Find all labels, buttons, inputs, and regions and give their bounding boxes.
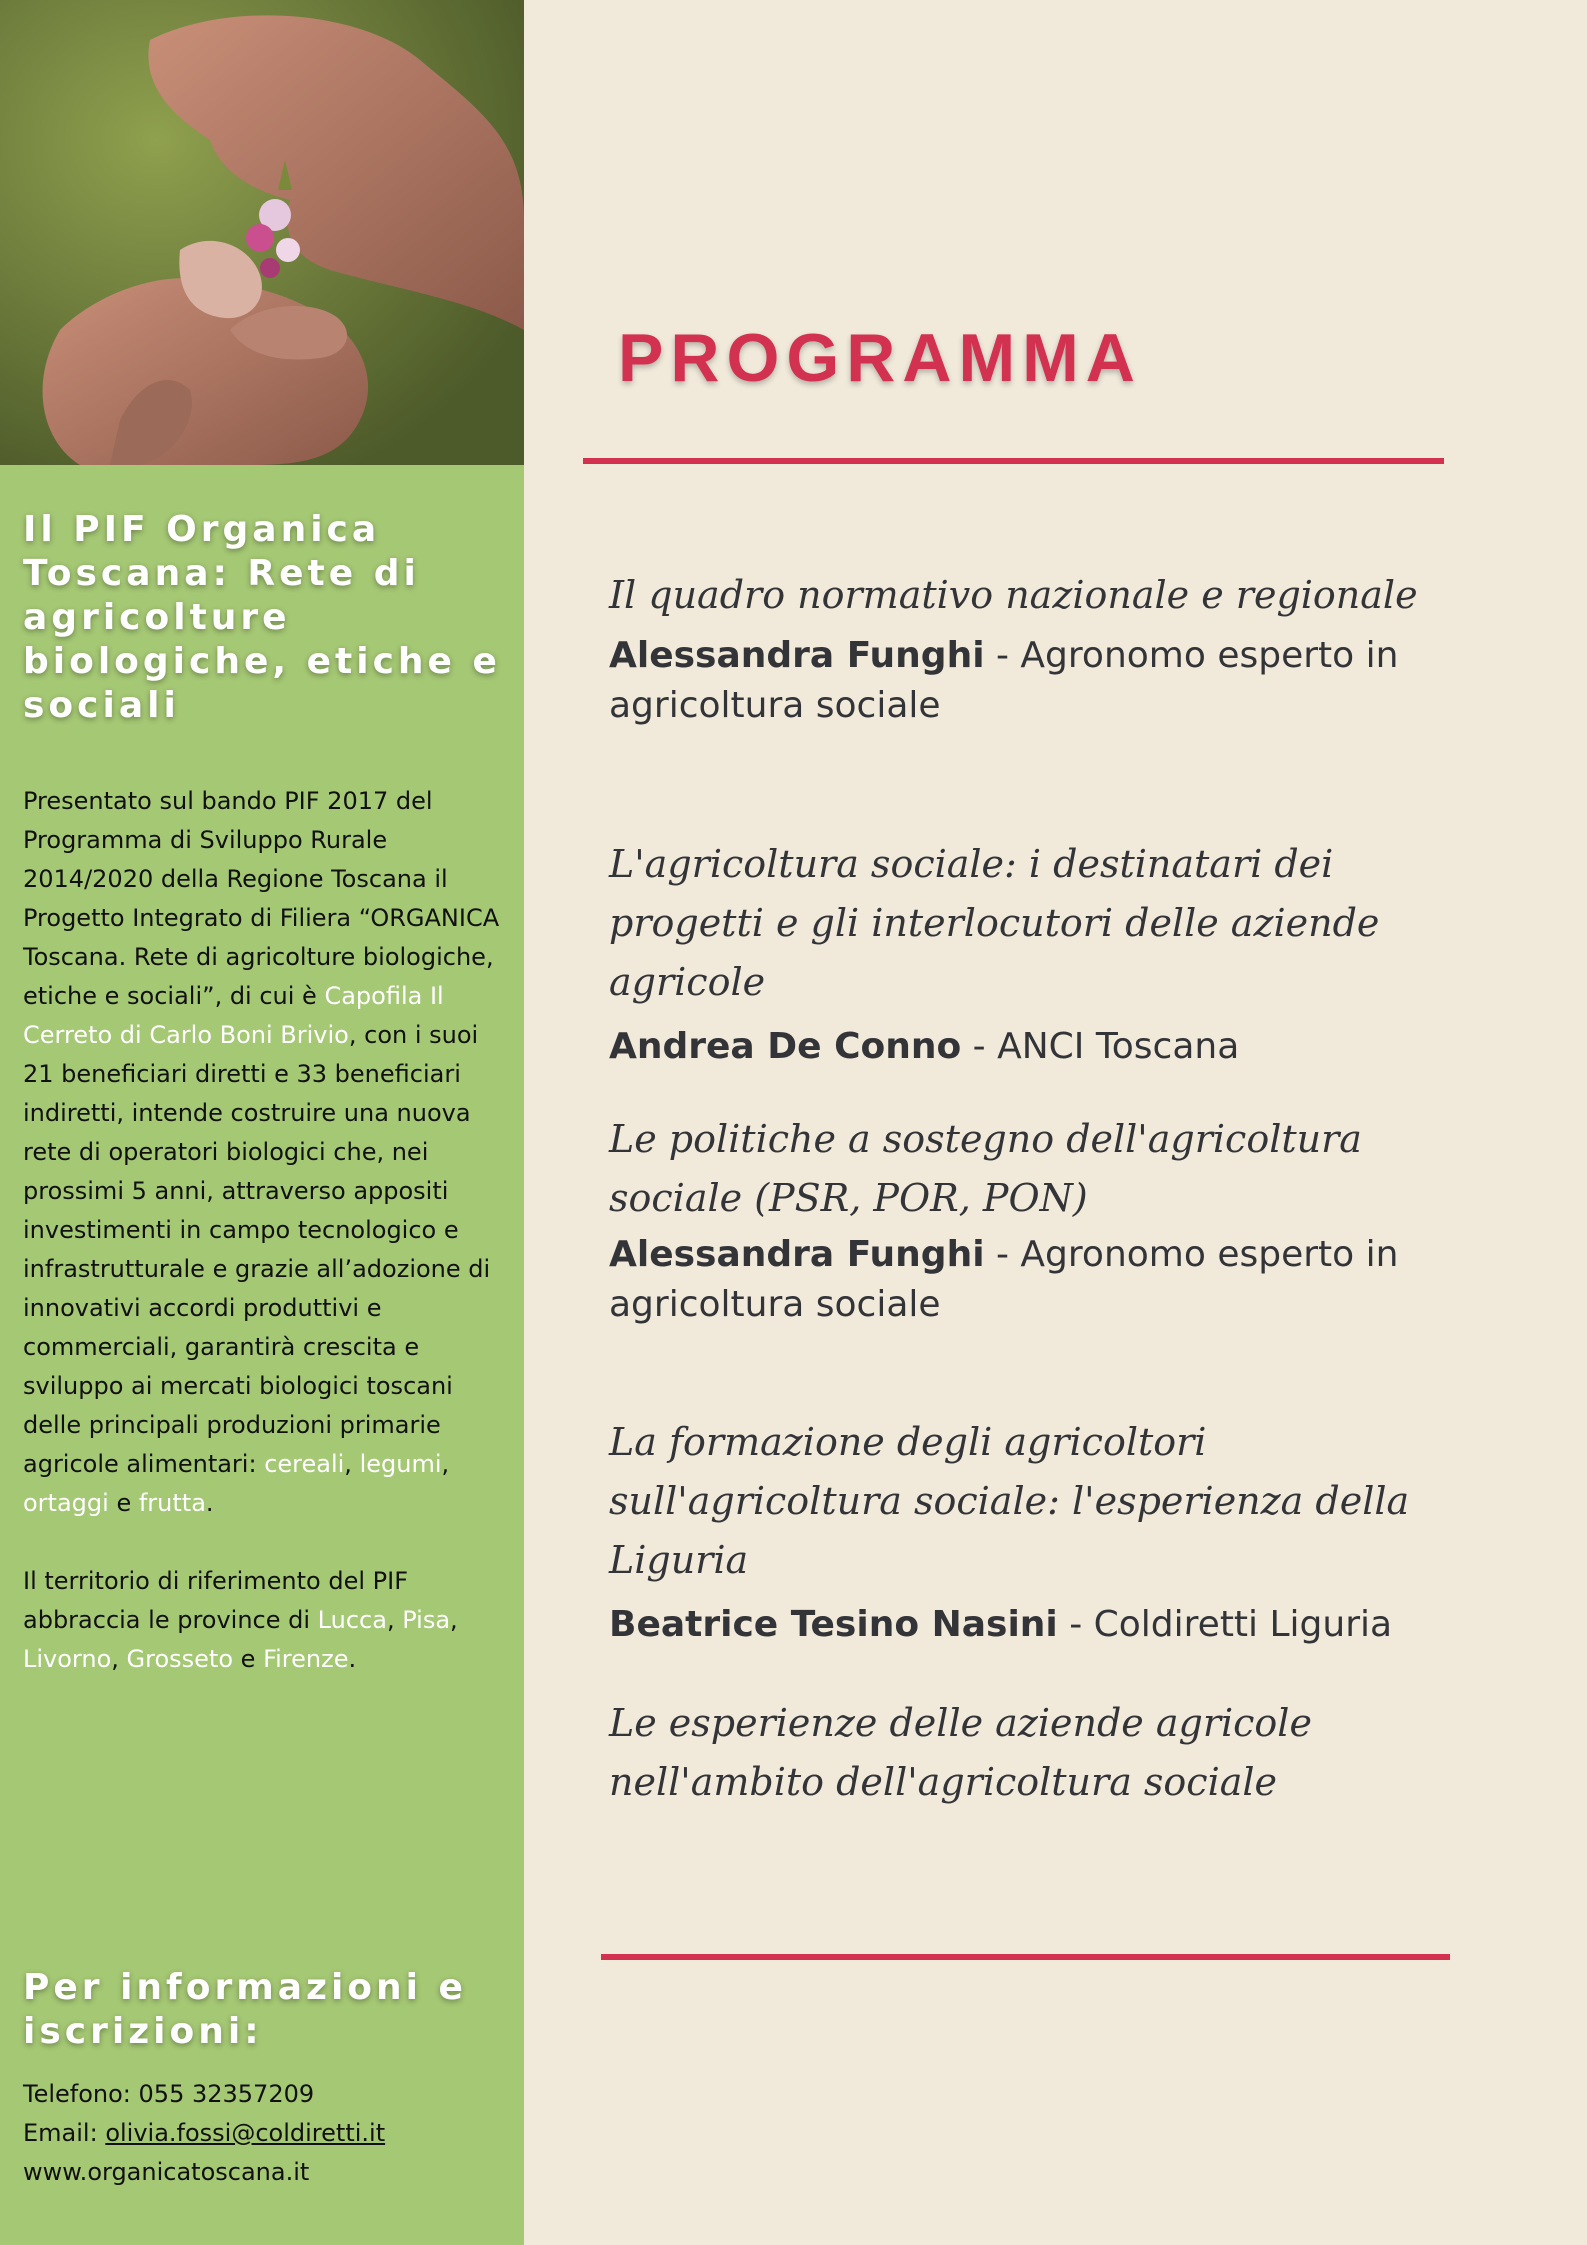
info-heading: Per informazioni e iscrizioni:	[23, 1967, 467, 2052]
speaker-name: Beatrice Tesino Nasini	[609, 1604, 1058, 1645]
separator: .	[205, 1489, 214, 1517]
program-item-speaker	[609, 1600, 1489, 1650]
program-item-title: L'agricoltura sociale: i destinatari dei progetti e gli interlocutori delle aziende agricole	[609, 842, 1380, 1004]
separator: ,	[344, 1450, 360, 1478]
program-item-speaker	[609, 1022, 1489, 1072]
email-link[interactable]: olivia.fossi@coldiretti.it	[105, 2119, 386, 2147]
separator: ,	[386, 1606, 403, 1634]
speaker-role: - Coldiretti Liguria	[1057, 1604, 1393, 1645]
intro-text: , con i suoi 21 beneficiari diretti e 33 beneficiari indiretti, intende costruire una nuova rete di operatori biologici che, nei prossimi 5 anni, attraverso appositi investimenti in campo tecnologico e infrastrutturale e grazie all’adozione di innovativi accordi produttivi e commerciali, garantirà crescita e sviluppo ai mercati biologici toscani delle principali produzioni primarie agricole alimentari:	[23, 1021, 491, 1478]
territory-paragraph	[23, 1562, 503, 1679]
province-highlight: Livorno	[23, 1645, 112, 1673]
sidebar	[0, 0, 524, 2245]
program-item-title: Il quadro normativo nazionale e regionale	[609, 573, 1418, 617]
province-highlight: Grosseto	[126, 1645, 234, 1673]
program-item-speaker	[609, 631, 1489, 731]
program-item	[609, 1413, 1489, 1650]
contacts-block	[23, 2075, 503, 2192]
separator: e	[233, 1645, 264, 1673]
email-line	[23, 2114, 503, 2153]
speaker-name: Alessandra Funghi	[609, 1234, 985, 1275]
phone-label: Telefono:	[23, 2080, 139, 2108]
header-photo	[0, 0, 524, 465]
intro-text: Presentato sul bando PIF 2017 del Programma di Sviluppo Rurale 2014/2020 della Regione Toscana il Progetto Integrato di Filiera “ORGANICA Toscana. Rete di agricolture biologiche, etiche e sociali”, di cui è	[23, 787, 500, 1010]
speaker-role: - Agronomo esperto in agricoltura sociale	[609, 1234, 1399, 1325]
page-title: PROGRAMMA	[618, 320, 1142, 396]
product-highlight: cereali	[264, 1450, 345, 1478]
email-label: Email:	[23, 2119, 106, 2147]
program-item-title: Le esperienze delle aziende agricole nell'ambito dell'agricoltura sociale	[609, 1701, 1312, 1804]
speaker-name: Andrea De Conno	[609, 1026, 962, 1067]
product-highlight: frutta	[138, 1489, 206, 1517]
speaker-role: - Agronomo esperto in agricoltura sociale	[609, 635, 1399, 726]
speaker-role: - ANCI Toscana	[961, 1026, 1240, 1067]
speaker-name: Alessandra Funghi	[609, 635, 985, 676]
separator: e	[108, 1489, 139, 1517]
divider-top	[583, 458, 1444, 464]
phone-number[interactable]: 055 32357209	[138, 2080, 315, 2108]
website-link[interactable]: www.organicatoscana.it	[23, 2158, 310, 2186]
separator: .	[348, 1645, 357, 1673]
province-highlight: Pisa	[402, 1606, 451, 1634]
province-highlight: Lucca	[317, 1606, 387, 1634]
program-item-title: La formazione degli agricoltori sull'agricoltura sociale: l'esperienza della Liguria	[609, 1420, 1410, 1582]
product-highlight: ortaggi	[23, 1489, 109, 1517]
program-item	[609, 566, 1489, 731]
product-highlight: legumi	[359, 1450, 442, 1478]
territory-text: Il territorio di riferimento del PIF abbraccia le province di	[23, 1567, 409, 1634]
separator: ,	[450, 1606, 458, 1634]
intro-paragraph	[23, 782, 503, 1523]
divider-bottom	[601, 1954, 1450, 1960]
capofila-highlight: Capofila Il Cerreto di Carlo Boni Brivio	[23, 982, 444, 1049]
province-highlight: Firenze	[263, 1645, 349, 1673]
program-item-title: Le politiche a sostegno dell'agricoltura sociale (PSR, POR, PON)	[609, 1117, 1362, 1220]
program-item	[609, 1694, 1489, 1812]
phone-line	[23, 2075, 503, 2114]
program-item-speaker	[609, 1230, 1489, 1330]
program-item	[609, 835, 1489, 1072]
program-item	[609, 1110, 1489, 1330]
separator: ,	[111, 1645, 127, 1673]
separator: ,	[441, 1450, 450, 1478]
sidebar-title: Il PIF Organica Toscana: Rete di agricolture biologiche, etiche e sociali	[23, 509, 501, 726]
hands-holding-flower-icon	[0, 0, 524, 465]
